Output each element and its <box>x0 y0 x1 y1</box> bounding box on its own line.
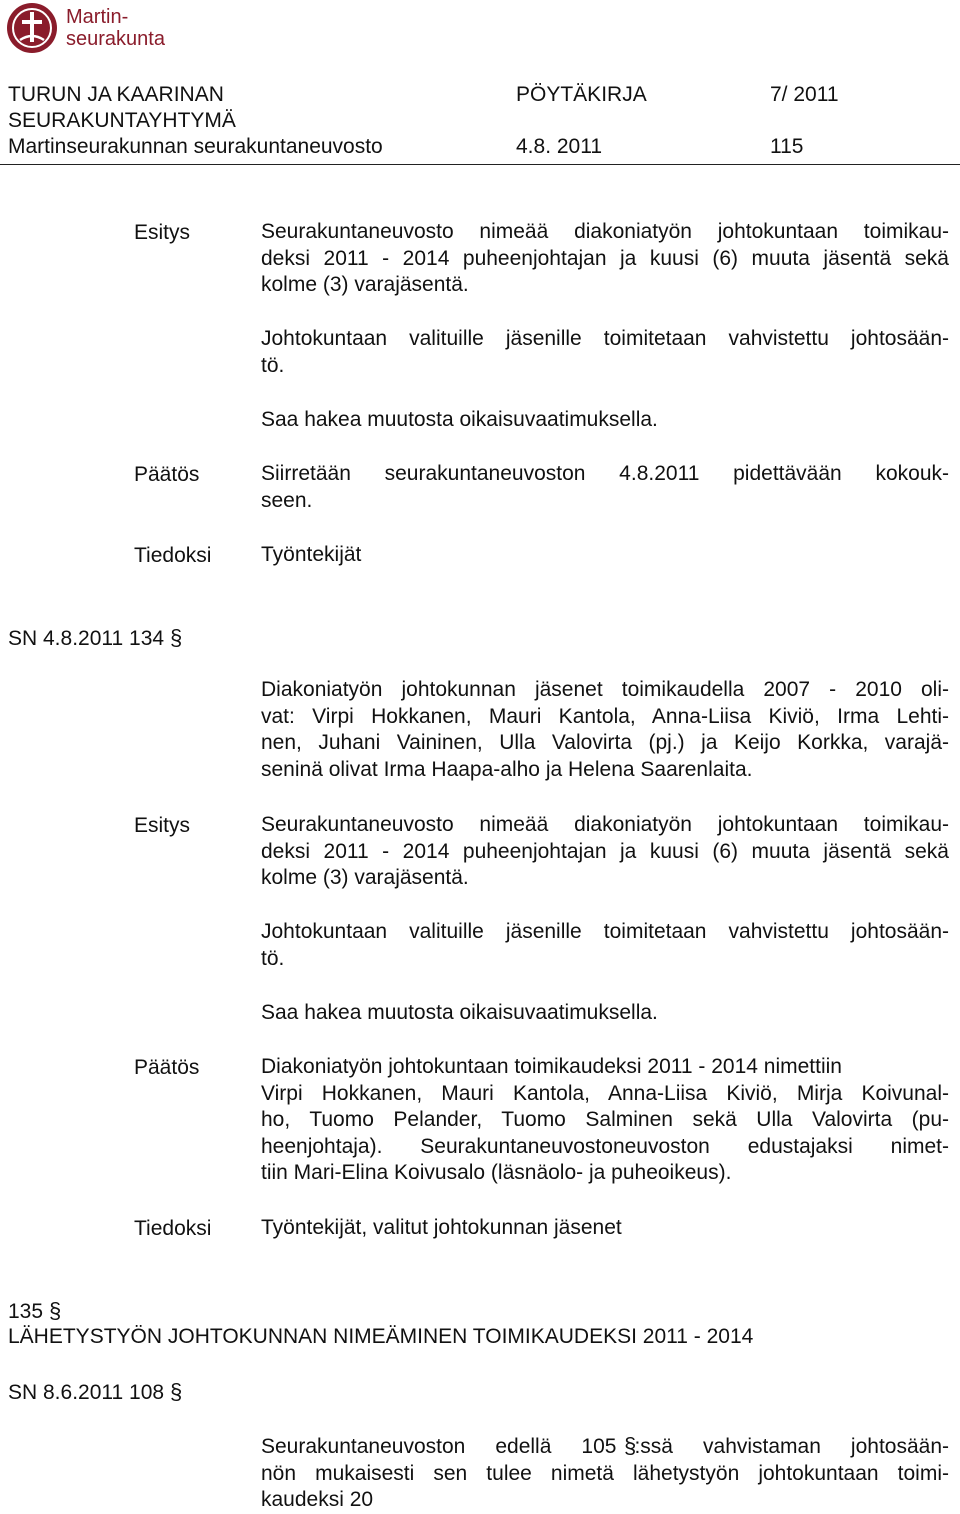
esitys-paragraph-1: Seurakuntaneuvosto nimeää diakoniatyön johtokuntaan toimikau- deksi 2011 - 2014 puheenjohtajan ja kuusi (6) muuta jäsentä sekä kolme (3) varajäsentä. <box>261 813 949 889</box>
label-esitys: Esitys <box>134 814 191 837</box>
paatos-text: Siirretään seurakuntaneuvoston 4.8.2011 pidettävään kokouk- seen. <box>261 462 949 512</box>
meeting-reference-2: SN 8.6.2011 108 § <box>8 1379 183 1404</box>
esitys-paragraph-3: Saa hakea muutosta oikaisuvaatimuksella. <box>261 408 658 431</box>
logo-wordmark: Martin- seurakunta <box>66 6 165 50</box>
esitys-paragraph-2: Johtokuntaan valituille jäsenille toimitetaan vahvistettu johtosään- tö. <box>261 920 949 970</box>
tiedoksi-text: Työntekijät <box>261 543 362 566</box>
item-135-paragraph: Seurakuntaneuvoston edellä 105 § :ssä vahvistaman johtosään- nön mukaisesti sen tulee nimetä lähetystyön johtokuntaan toimi- kaudeksi 20 <box>261 1433 949 1511</box>
esitys-paragraph-1: Seurakuntaneuvosto nimeää diakoniatyön johtokuntaan toimikau- deksi 2011 - 2014 puheenjohtajan ja kuusi (6) muuta jäsentä sekä kolme (3) varajäsentä. <box>261 220 949 296</box>
esitys-paragraph-2: Johtokuntaan valituille jäsenille toimitetaan vahvistettu johtosään- tö. <box>261 327 949 377</box>
background-paragraph: Diakoniatyön johtokunnan jäsenet toimikaudella 2007 - 2010 oli- vat: Virpi Hokkanen, Mauri Kantola, Anna-Liisa Kiviö, Irma Lehti- nen, Juhani Vaininen, Ulla Valovirta (pj.) ja Keijo Korkka, varajä- seninä olivat Irma Haapa-alho ja Helena Saarenlaita. <box>261 678 949 781</box>
item-title: LÄHETYSTYÖN JOHTOKUNNAN NIMEÄMINEN TOIMIKAUDEKSI 2011 - 2014 <box>8 1325 754 1348</box>
org-name-line2: SEURAKUNTAYHTYMÄ <box>8 109 236 132</box>
document-number: 7/ 2011 <box>770 83 839 106</box>
page-number: 115 <box>770 135 804 158</box>
svg-text:§: § <box>624 1433 637 1458</box>
label-tiedoksi: Tiedoksi <box>134 544 212 567</box>
label-esitys: Esitys <box>134 221 191 244</box>
section-sign-icon <box>624 1431 637 1459</box>
document-type: PÖYTÄKIRJA <box>516 83 647 106</box>
section-sign-icon <box>170 623 183 651</box>
item-number: 135 § <box>8 1298 62 1323</box>
martin-seurakunta-emblem-icon <box>6 2 58 54</box>
section-sign-icon <box>170 1377 183 1405</box>
svg-text:§: § <box>170 1379 183 1404</box>
paatos-text: Diakoniatyön johtokuntaan toimikaudeksi 2011 - 2014 nimettiin Virpi Hokkanen, Mauri Kantola, Anna-Liisa Kiviö, Mirja Koivunal- ho, Tuomo Pelander, Tuomo Salminen sekä Ulla Valovirta (pu- heenjohtaja). Seurakuntaneuvostoneuvoston edustajaksi nimet- tiin Mari-Elina Koivusalo (läsnäolo- ja puheoikeus). <box>261 1055 949 1184</box>
section-sign-icon <box>49 1296 62 1324</box>
label-paatos: Päätös <box>134 463 200 486</box>
label-paatos: Päätös <box>134 1056 200 1079</box>
svg-text:§: § <box>170 625 183 650</box>
logo <box>6 2 206 54</box>
meeting-date: 4.8. 2011 <box>516 135 603 158</box>
tiedoksi-text: Työntekijät, valitut johtokunnan jäsenet <box>261 1216 622 1239</box>
svg-text:§: § <box>49 1298 62 1323</box>
label-tiedoksi: Tiedoksi <box>134 1217 212 1240</box>
meeting-reference-1: SN 4.8.2011 134 § <box>8 625 183 650</box>
header-divider <box>0 164 960 165</box>
org-name-line1: TURUN JA KAARINAN <box>8 83 224 106</box>
esitys-paragraph-3: Saa hakea muutosta oikaisuvaatimuksella. <box>261 1001 658 1024</box>
board-name: Martinseurakunnan seurakuntaneuvosto <box>8 135 383 158</box>
